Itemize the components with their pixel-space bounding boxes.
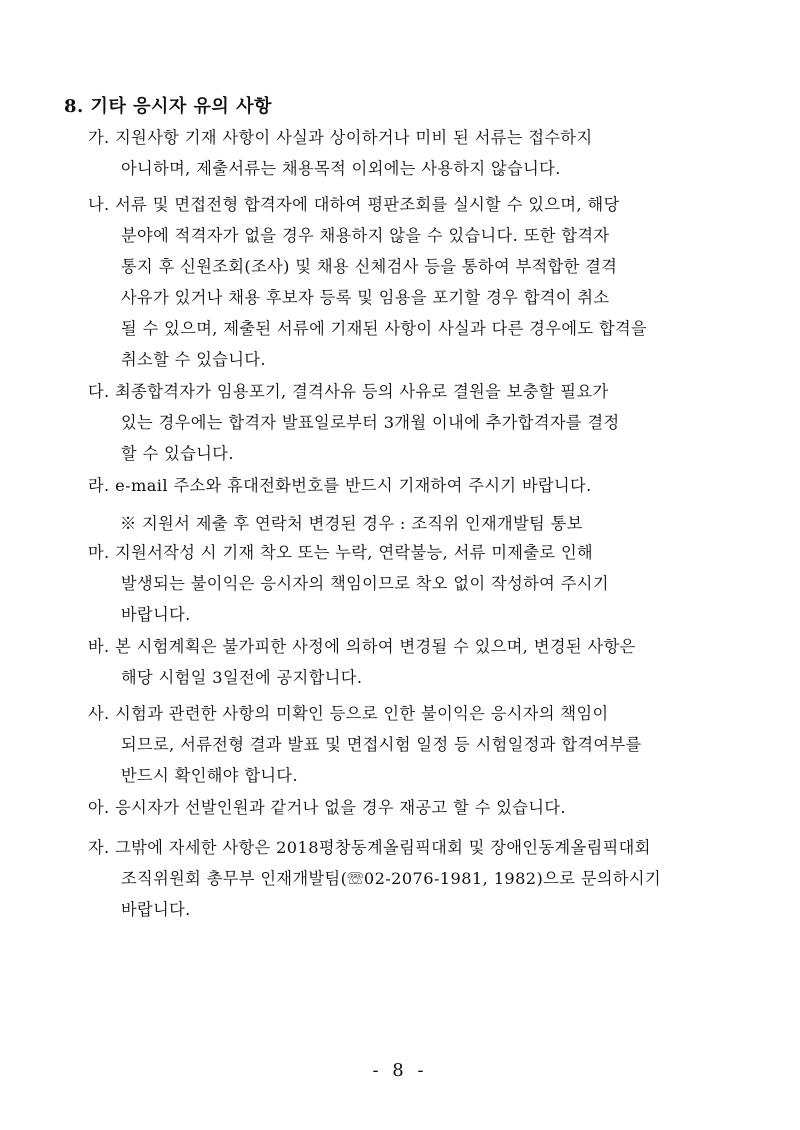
notice-item-continuation-line: 분야에 적격자가 없을 경우 채용하지 않을 수 있습니다. 또한 합격자 (121, 226, 610, 245)
notice-item-continuation-line: 바랍니다. (121, 900, 191, 919)
notice-item-continuation-line: 할 수 있습니다. (121, 444, 234, 463)
notice-item-continuation-line: 아니하며, 제출서류는 채용목적 이외에는 사용하지 않습니다. (121, 159, 561, 178)
notice-item-first-line: 가. 지원사항 기재 사항이 사실과 상이하거나 미비 된 서류는 접수하지 (88, 128, 593, 147)
notice-item-first-line: 나. 서류 및 면접전형 합격자에 대하여 평판조회를 실시할 수 있으며, 해당 (88, 195, 620, 214)
notice-item-continuation-line: 반드시 확인해야 합니다. (121, 766, 299, 785)
notice-item-continuation-line: 통지 후 신원조회(조사) 및 채용 신체검사 등을 통하여 부적합한 결격 (121, 257, 618, 276)
page-number: - 8 - (372, 1060, 428, 1081)
notice-item-continuation-line: 있는 경우에는 합격자 발표일로부터 3개월 이내에 추가합격자를 결정 (121, 413, 620, 432)
notice-item-first-line: 아. 응시자가 선발인원과 같거나 없을 경우 재공고 할 수 있습니다. (88, 798, 566, 817)
contact-change-note: ※ 지원서 제출 후 연락처 변경된 경우 : 조직위 인재개발팀 통보 (120, 514, 583, 533)
notice-item-continuation-line: 해당 시험일 3일전에 공지합니다. (121, 668, 363, 687)
notice-item-first-line: 바. 본 시험계획은 불가피한 사정에 의하여 변경될 수 있으며, 변경된 사항은 (88, 637, 636, 656)
notice-item-first-line: 자. 그밖에 자세한 사항은 2018평창동계올림픽대회 및 장애인동계올림픽대회 (88, 838, 651, 857)
notice-item-first-line: 다. 최종합격자가 임용포기, 결격사유 등의 사유로 결원을 보충할 필요가 (88, 382, 609, 401)
section-title: 8. 기타 응시자 유의 사항 (64, 96, 272, 117)
notice-item-continuation-line: 될 수 있으며, 제출된 서류에 기재된 사항이 사실과 다른 경우에도 합격을 (121, 319, 648, 338)
notice-item-continuation-line: 발생되는 불이익은 응시자의 책임이므로 착오 없이 작성하여 주시기 (121, 574, 609, 593)
notice-item-continuation-line: 취소할 수 있습니다. (121, 350, 266, 369)
notice-item-first-line: 사. 시험과 관련한 사항의 미확인 등으로 인한 불이익은 응시자의 책임이 (88, 704, 609, 723)
notice-item-continuation-line: 바랍니다. (121, 605, 191, 624)
notice-item-first-line: 마. 지원서작성 시 기재 착오 또는 누락, 연락불능, 서류 미제출로 인해 (88, 543, 594, 562)
notice-item-continuation-line: 조직위원회 총무부 인재개발팀(☏02-2076-1981, 1982)으로 문의하시기 (121, 869, 662, 888)
notice-item-first-line: 라. e-mail 주소와 휴대전화번호를 반드시 기재하여 주시기 바랍니다. (88, 476, 592, 495)
notice-item-continuation-line: 사유가 있거나 채용 후보자 등록 및 임용을 포기할 경우 합격이 취소 (121, 288, 610, 307)
notice-item-continuation-line: 되므로, 서류전형 결과 발표 및 면접시험 일정 등 시험일정과 합격여부를 (121, 735, 642, 754)
